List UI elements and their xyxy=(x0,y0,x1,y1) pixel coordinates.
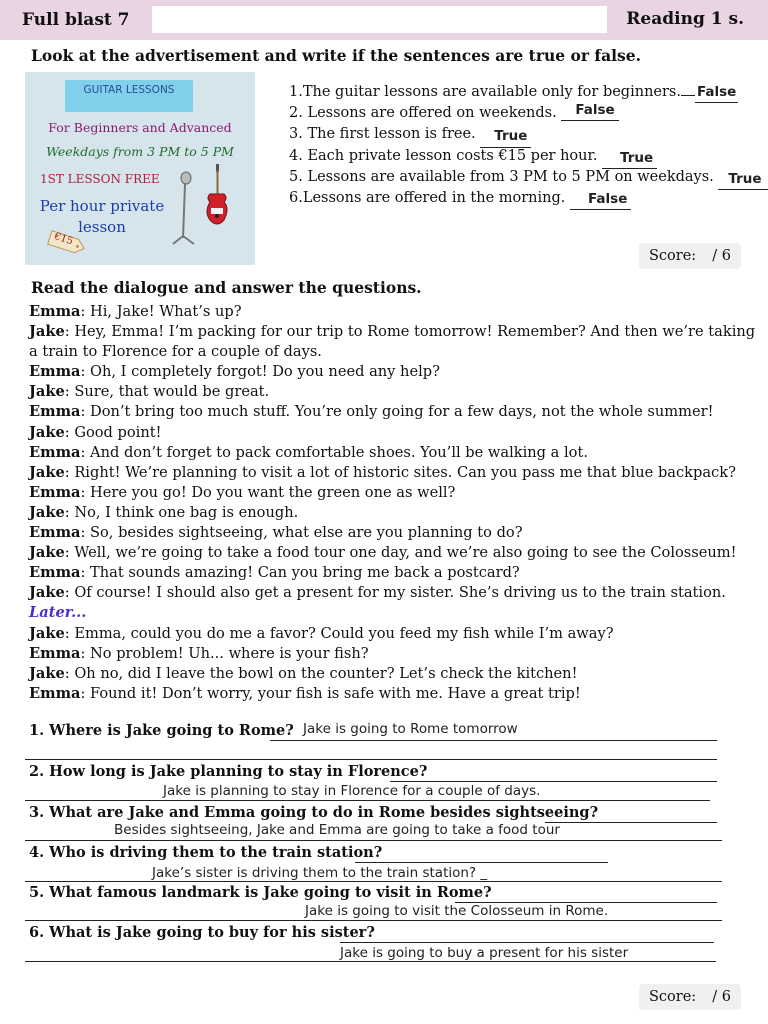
dialogue-line xyxy=(29,423,719,443)
speaker-name: Jake xyxy=(29,664,65,682)
answer-line[interactable] xyxy=(340,942,714,943)
section2-instruction: Read the dialogue and answer the questions. xyxy=(31,278,422,297)
statement-3: 3. The first lesson is free. True xyxy=(289,124,768,145)
speaker-name: Jake xyxy=(29,463,65,481)
answer-5[interactable]: True xyxy=(718,169,767,190)
dialogue-text: : And don’t forget to pack comfortable shoes. You’ll be walking a lot. xyxy=(80,443,588,461)
speaker-name: Jake xyxy=(29,383,65,401)
dialogue-text: : Oh no, did I leave the bowl on the counter? Let’s check the kitchen! xyxy=(64,664,578,682)
dialogue-line xyxy=(29,644,719,664)
answer-6-text[interactable]: Jake is going to buy a present for his sister xyxy=(340,945,629,961)
dialogue-line xyxy=(29,322,756,342)
speaker-name: Emma xyxy=(29,403,81,421)
dialogue-text: : Oh, I completely forgot! Do you need any help? xyxy=(80,363,440,381)
guitar-icon xyxy=(200,164,234,234)
dialogue-line xyxy=(29,583,726,603)
dialogue-line xyxy=(29,342,719,362)
dialogue-line xyxy=(29,523,719,543)
dialogue-text: : Good point! xyxy=(64,423,162,441)
dialogue-text: : Of course! I should also get a present for my sister. She’s driving us to the train station. xyxy=(64,584,726,602)
dialogue-line xyxy=(29,362,719,382)
answer-line[interactable] xyxy=(25,759,717,760)
score-total: / 6 xyxy=(712,248,731,264)
answer-line[interactable] xyxy=(355,862,608,863)
ad-banner: GUITAR LESSONS xyxy=(65,80,193,112)
score-box-1 xyxy=(639,243,741,269)
answer-line[interactable] xyxy=(25,961,716,962)
answer-4-text[interactable]: Jake’s sister is driving them to the train station? _ xyxy=(152,865,488,881)
dialogue-line xyxy=(29,543,737,563)
dialogue-line xyxy=(29,483,719,503)
dialogue-text: : So, besides sightseeing, what else are you planning to do? xyxy=(80,524,523,542)
answer-5-text[interactable]: Jake is going to visit the Colosseum in Rome. xyxy=(305,903,609,919)
answer-1-text[interactable]: Jake is going to Rome tomorrow xyxy=(303,721,518,737)
question-4: 4. Who is driving them to the train station? xyxy=(29,844,383,861)
speaker-name: Jake xyxy=(29,423,65,441)
dialogue-text: : Well, we’re going to take a food tour one day, and we’re also going to see the Colosseum! xyxy=(64,544,737,562)
answer-3-text[interactable]: Besides sightseeing, Jake and Emma are going to take a food tour xyxy=(114,822,560,838)
statement-4: 4. Each private lesson costs €15 per hour. True xyxy=(289,146,768,167)
question-6: 6. What is Jake going to buy for his sister? xyxy=(29,924,375,941)
statement-6: 6.Lessons are offered in the morning. False xyxy=(289,188,768,209)
dialogue-line xyxy=(29,603,719,623)
dialogue-line xyxy=(29,463,736,483)
answer-line[interactable] xyxy=(25,800,710,801)
score-box-2 xyxy=(639,984,741,1010)
name-field[interactable] xyxy=(152,6,607,33)
true-false-list xyxy=(289,82,768,209)
speaker-name: Jake xyxy=(29,503,65,521)
answer-line[interactable] xyxy=(25,881,722,882)
dialogue-line xyxy=(29,302,719,322)
ad-levels: For Beginners and Advanced xyxy=(48,120,232,135)
speaker-name: Jake xyxy=(29,544,65,562)
dialogue-line xyxy=(29,382,719,402)
speaker-name: Emma xyxy=(29,564,81,582)
answer-6[interactable]: False xyxy=(570,189,631,210)
dialogue-text: : Right! We’re planning to visit a lot of historic sites. Can you pass me that blue backpack? xyxy=(64,463,736,481)
ad-private-lesson: Per hour private lesson xyxy=(39,197,165,236)
worksheet-section: Reading 1 s. xyxy=(626,9,744,29)
answer-2[interactable]: False xyxy=(561,100,618,121)
section1-instruction: Look at the advertisement and write if the sentences are true or false. xyxy=(31,46,642,65)
speaker-name: Emma xyxy=(29,483,81,501)
question-3: 3. What are Jake and Emma going to do in Rome besides sightseeing? xyxy=(29,804,599,821)
later-marker: Later... xyxy=(29,604,87,622)
speaker-name: Jake xyxy=(29,323,65,341)
answer-4[interactable]: True xyxy=(602,148,657,169)
dialogue-line xyxy=(29,402,719,422)
dialogue-line xyxy=(29,563,719,583)
dialogue-line xyxy=(29,503,719,523)
answer-line[interactable] xyxy=(545,822,717,823)
dialogue-text: : No problem! Uh... where is your fish? xyxy=(80,644,369,662)
question-1: 1. Where is Jake going to Rome? xyxy=(29,722,294,739)
dialogue-line xyxy=(29,684,719,704)
speaker-name: Emma xyxy=(29,443,81,461)
statement-2: 2. Lessons are offered on weekends. False xyxy=(289,103,768,124)
dialogue-text: : Hi, Jake! What’s up? xyxy=(80,303,242,320)
dialogue-text: : Found it! Don’t worry, your fish is safe with me. Have a great trip! xyxy=(80,684,581,702)
dialogue xyxy=(29,302,756,704)
worksheet-title: Full blast 7 xyxy=(22,10,130,30)
speaker-name: Jake xyxy=(29,584,65,602)
answer-line[interactable] xyxy=(25,920,722,921)
dialogue-text: : Here you go! Do you want the green one as well? xyxy=(80,483,456,501)
speaker-name: Emma xyxy=(29,303,81,320)
dialogue-text: : Emma, could you do me a favor? Could you feed my fish while I’m away? xyxy=(64,624,614,642)
score-label: Score: xyxy=(649,989,697,1005)
dialogue-text: a train to Florence for a couple of days. xyxy=(29,343,322,361)
answer-line[interactable] xyxy=(25,840,722,841)
statement-1: 1.The guitar lessons are available only for beginners. False xyxy=(289,82,768,103)
dialogue-text: : Sure, that would be great. xyxy=(64,383,270,401)
speaker-name: Emma xyxy=(29,363,81,381)
speaker-name: Emma xyxy=(29,524,81,542)
answer-line[interactable] xyxy=(270,740,717,741)
speaker-name: Emma xyxy=(29,684,81,702)
score-total: / 6 xyxy=(712,989,731,1005)
answer-2-text[interactable]: Jake is planning to stay in Florence for a couple of days. xyxy=(163,783,541,799)
dialogue-line xyxy=(29,664,719,684)
dialogue-line xyxy=(29,624,719,644)
dialogue-text: : No, I think one bag is enough. xyxy=(64,503,299,521)
question-2: 2. How long is Jake planning to stay in Florence? xyxy=(29,763,428,780)
score-label: Score: xyxy=(649,248,697,264)
ad-free-lesson: 1ST LESSON FREE xyxy=(40,172,160,186)
statement-5: 5. Lessons are available from 3 PM to 5 PM on weekdays. True xyxy=(289,167,768,188)
dialogue-line xyxy=(29,443,719,463)
microphone-stand-icon xyxy=(170,170,200,246)
speaker-name: Emma xyxy=(29,644,81,662)
speaker-name: Jake xyxy=(29,624,65,642)
dialogue-text: : Hey, Emma! I’m packing for our trip to Rome tomorrow! Remember? And then we’re taking xyxy=(64,323,756,341)
price-tag-value: €15 xyxy=(52,231,75,248)
answer-1[interactable]: False xyxy=(695,82,738,103)
answer-line[interactable] xyxy=(390,781,717,782)
dialogue-text: : That sounds amazing! Can you bring me back a postcard? xyxy=(80,564,520,582)
question-5: 5. What famous landmark is Jake going to visit in Rome? xyxy=(29,884,492,901)
answer-3[interactable]: True xyxy=(480,126,531,147)
advertisement xyxy=(25,72,255,265)
dialogue-text: : Don’t bring too much stuff. You’re only going for a few days, not the whole summer! xyxy=(80,403,714,421)
ad-schedule: Weekdays from 3 PM to 5 PM xyxy=(46,144,234,159)
